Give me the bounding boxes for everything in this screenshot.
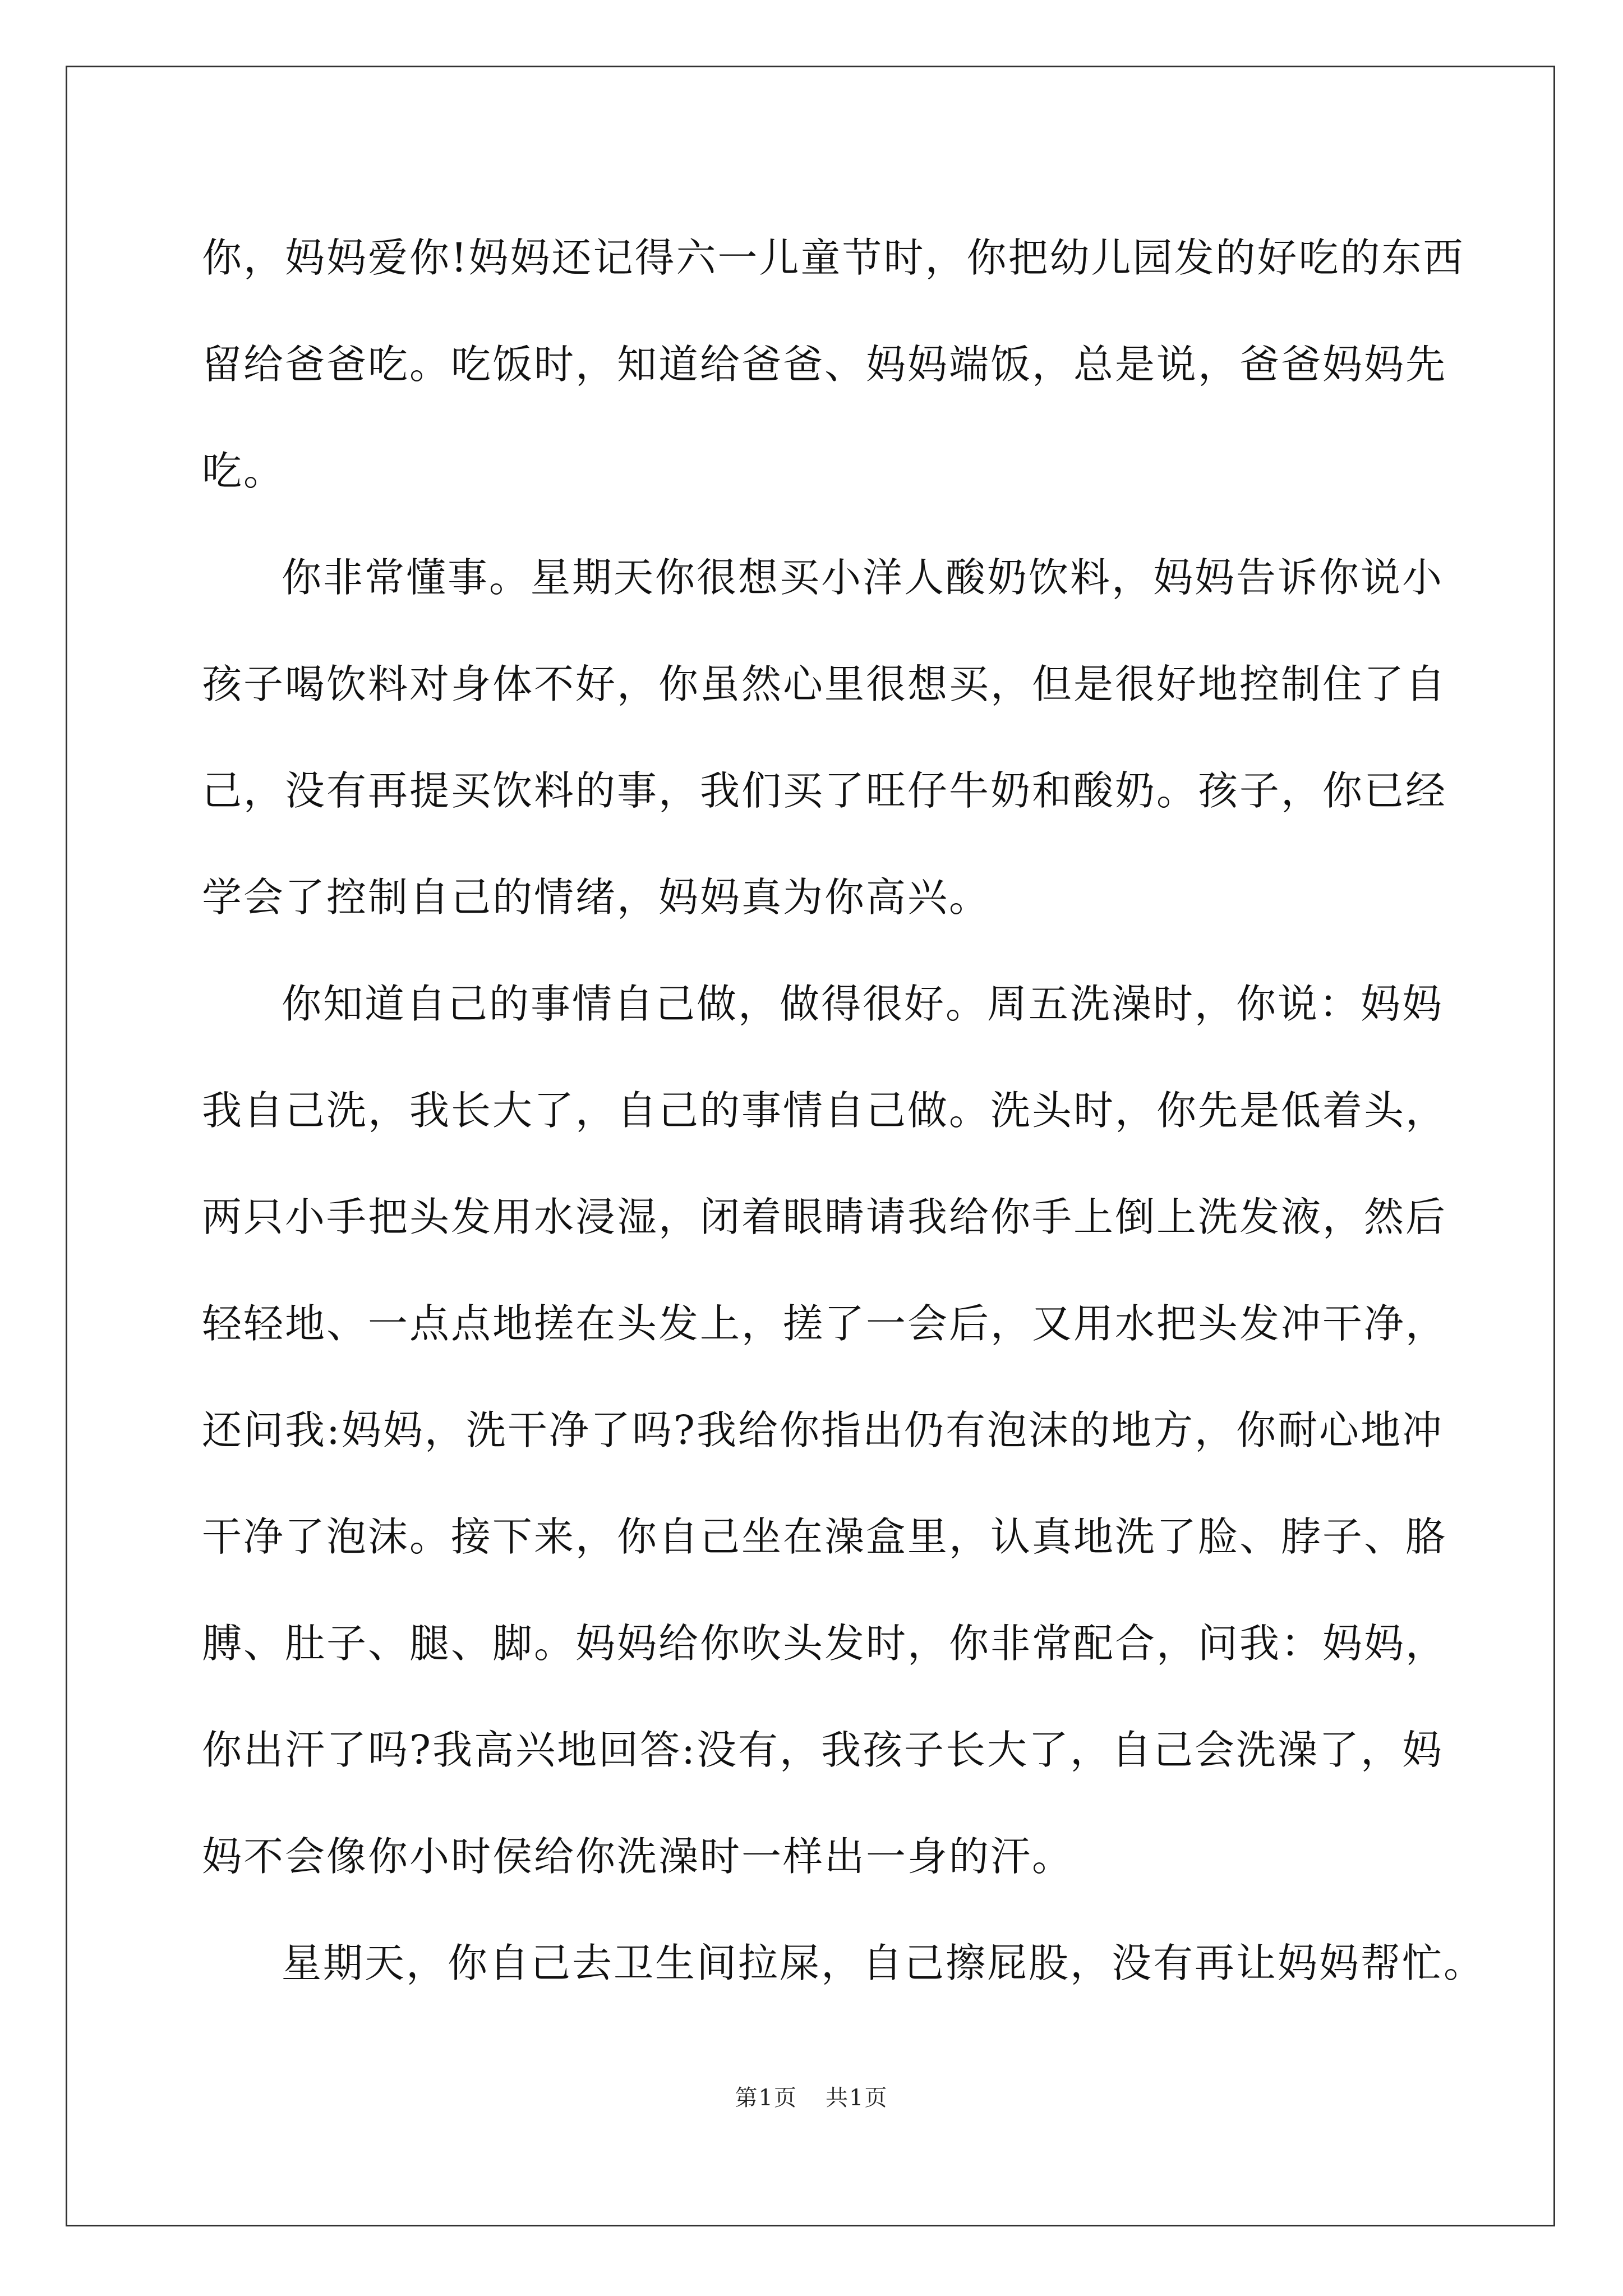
page-footer — [0, 2081, 1623, 2115]
document-body — [202, 205, 1486, 2017]
total-pages: 共1页 — [826, 2085, 888, 2111]
text-line: 还问我:妈妈，洗干净了吗?我给你指出仍有泡沫的地方，你耐心地冲 — [202, 1407, 1444, 1453]
paragraph-first-line: 你知道自己的事情自己做，做得很好。周五洗澡时，你说：妈妈 — [282, 981, 1444, 1027]
text-line: 我自己洗，我长大了，自己的事情自己做。洗头时，你先是低着头， — [202, 1087, 1447, 1134]
paragraph-first-line: 你非常懂事。星期天你很想买小洋人酸奶饮料，妈妈告诉你说小 — [282, 554, 1444, 601]
text-line: 吃。 — [202, 448, 285, 494]
text-line: 两只小手把头发用水浸湿，闭着眼睛请我给你手上倒上洗发液，然后 — [202, 1194, 1447, 1240]
text-line: 孩子喝饮料对身体不好，你虽然心里很想买，但是很好地控制住了自 — [202, 661, 1447, 707]
text-line: 留给爸爸吃。吃饭时，知道给爸爸、妈妈端饭，总是说，爸爸妈妈先 — [202, 341, 1447, 388]
text-line: 学会了控制自己的情绪，妈妈真为你高兴。 — [202, 874, 991, 921]
text-line: 干净了泡沫。接下来，你自己坐在澡盒里，认真地洗了脸、脖子、胳 — [202, 1513, 1447, 1560]
text-line: 膊、肚子、腿、脚。妈妈给你吹头发时，你非常配合，问我：妈妈， — [202, 1620, 1447, 1667]
text-line: 己，没有再提买饮料的事，我们买了旺仔牛奶和酸奶。孩子，你已经 — [202, 767, 1447, 814]
page-number: 第1页 — [735, 2085, 797, 2111]
paragraph-first-line: 星期天，你自己去卫生间拉屎，自己擦屁股，没有再让妈妈帮忙。 — [282, 1940, 1486, 1986]
text-line: 你，妈妈爱你!妈妈还记得六一儿童节时，你把幼儿园发的好吃的东西 — [202, 234, 1465, 281]
text-line: 轻轻地、一点点地搓在头发上，搓了一会后，又用水把头发冲干净， — [202, 1300, 1447, 1347]
text-line: 妈不会像你小时侯给你洗澡时一样出一身的汗。 — [202, 1833, 1074, 1880]
text-line: 你出汗了吗?我高兴地回答:没有，我孩子长大了，自己会洗澡了，妈 — [202, 1727, 1444, 1773]
